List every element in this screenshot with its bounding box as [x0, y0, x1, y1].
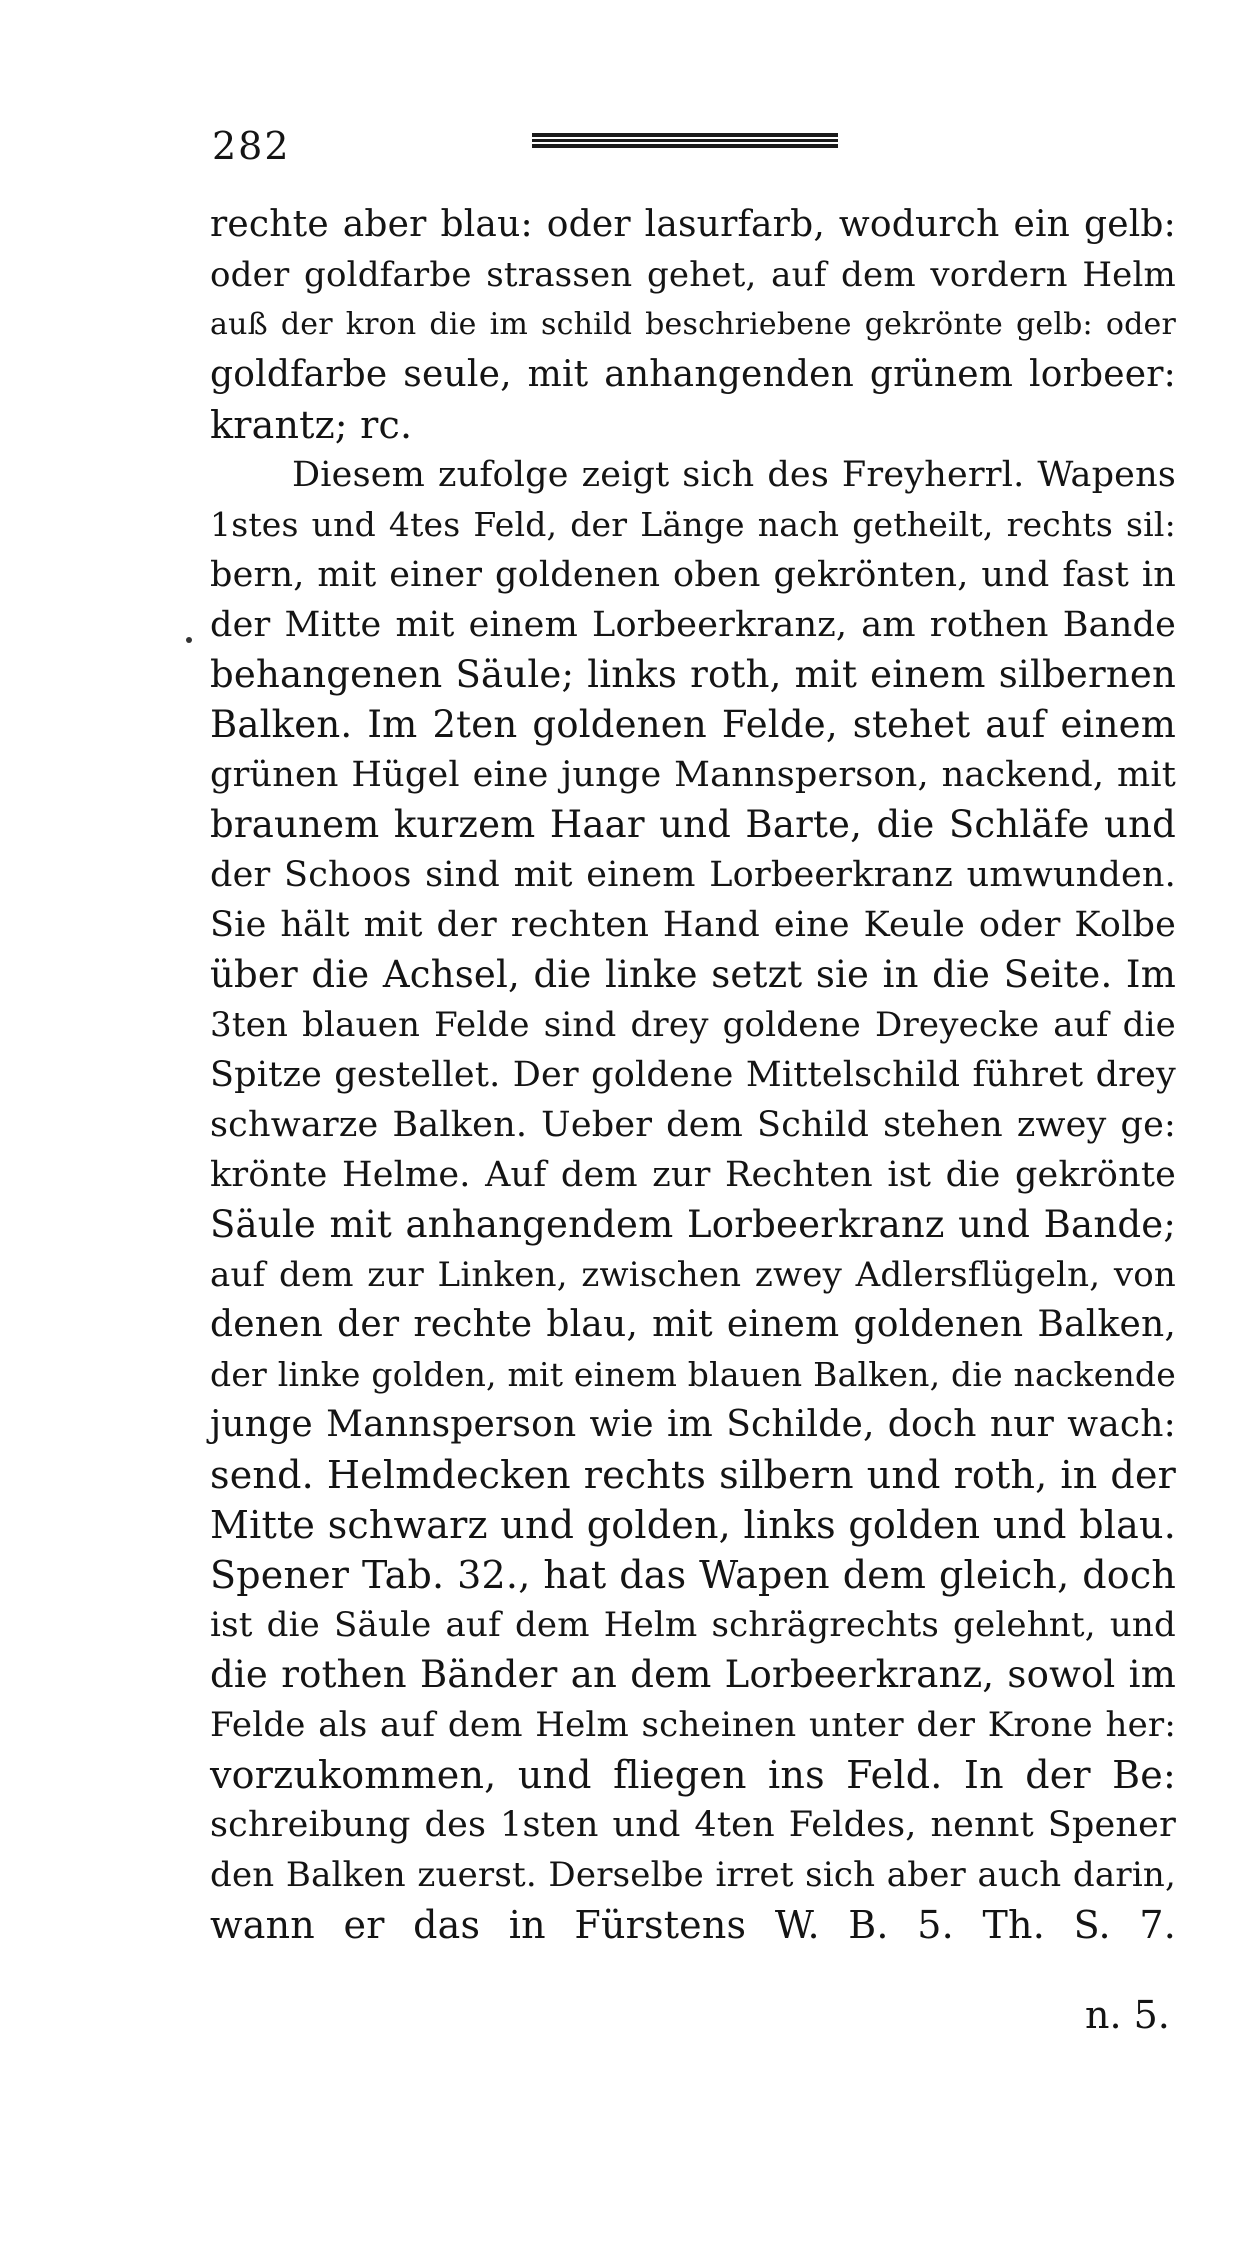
- text-line: der Mitte mit einem Lorbeerkranz, am rothen Bande: [210, 605, 1176, 645]
- header-rule-bar: [532, 144, 838, 148]
- text-line: Säule mit anhangendem Lorbeerkranz und Bande;: [210, 1203, 1176, 1246]
- text-line: den Balken zuerst. Derselbe irret sich aber auch darin,: [210, 1855, 1176, 1895]
- text-line: auf dem zur Linken, zwischen zwey Adlersflügeln, von: [210, 1255, 1176, 1295]
- text-line: send. Helmdecken rechts silbern und roth, in der: [210, 1453, 1176, 1497]
- header-rule-bar: [532, 133, 838, 137]
- page-number: 282: [212, 124, 291, 168]
- text-line: wann er das in Fürstens W. B. 5. Th. S. 7.: [210, 1903, 1176, 1947]
- text-line: schwarze Balken. Ueber dem Schild stehen zwey ge:: [210, 1105, 1176, 1145]
- text-line: Balken. Im 2ten goldenen Felde, stehet auf einem: [210, 703, 1176, 746]
- header-rule: [532, 133, 838, 149]
- catchword: n. 5.: [1085, 1993, 1170, 2037]
- text-line: krantz; rc.: [210, 403, 413, 447]
- text-line: schreibung des 1sten und 4ten Feldes, nennt Spener: [210, 1805, 1176, 1845]
- text-line: 1stes und 4tes Feld, der Länge nach getheilt, rechts sil:: [210, 505, 1176, 544]
- text-line: über die Achsel, die linke setzt sie in die Seite. Im: [210, 953, 1176, 996]
- text-line: junge Mannsperson wie im Schilde, doch nur wach:: [210, 1404, 1176, 1445]
- text-line: oder goldfarbe strassen gehet, auf dem vordern Helm: [210, 255, 1176, 295]
- text-line: die rothen Bänder an dem Lorbeerkranz, sowol im: [210, 1653, 1176, 1696]
- text-line: krönte Helme. Auf dem zur Rechten ist die gekrönte: [210, 1155, 1176, 1195]
- text-line: der Schoos sind mit einem Lorbeerkranz umwunden.: [210, 855, 1176, 895]
- header-rule-bar: [532, 139, 838, 142]
- text-line: grünen Hügel eine junge Mannsperson, nackend, mit: [210, 755, 1176, 795]
- text-line: behangenen Säule; links roth, mit einem silbernen: [210, 653, 1176, 696]
- text-line: denen der rechte blau, mit einem goldenen Balken,: [210, 1304, 1176, 1345]
- text-line: rechte aber blau: oder lasurfarb, wodurch ein gelb:: [210, 204, 1176, 245]
- text-line: 3ten blauen Felde sind drey goldene Dreyecke auf die: [210, 1005, 1176, 1045]
- text-line: Felde als auf dem Helm scheinen unter der Krone her:: [210, 1705, 1176, 1745]
- body-text: [210, 200, 1176, 1950]
- margin-dot: [186, 637, 192, 643]
- text-line: braunem kurzem Haar und Barte, die Schläfe und: [210, 803, 1176, 846]
- text-line: vorzukommen, und fliegen ins Feld. In der Be:: [210, 1753, 1176, 1797]
- text-line: Sie hält mit der rechten Hand eine Keule oder Kolbe: [210, 905, 1176, 945]
- text-line: Spener Tab. 32., hat das Wapen dem gleich, doch: [210, 1553, 1176, 1597]
- text-line: Diesem zufolge zeigt sich des Freyherrl. Wapens: [292, 455, 1176, 495]
- text-line: goldfarbe seule, mit anhangenden grünem lorbeer:: [210, 354, 1176, 395]
- text-line: Spitze gestellet. Der goldene Mittelschild führet drey: [210, 1055, 1176, 1095]
- text-line: Mitte schwarz und golden, links golden und blau.: [210, 1503, 1176, 1547]
- text-line: bern, mit einer goldenen oben gekrönten, und fast in: [210, 555, 1176, 595]
- text-line: der linke golden, mit einem blauen Balken, die nackende: [210, 1355, 1176, 1394]
- text-line: auß der kron die im schild beschriebene gekrönte gelb: oder: [210, 307, 1176, 342]
- text-line: ist die Säule auf dem Helm schrägrechts gelehnt, und: [210, 1605, 1176, 1645]
